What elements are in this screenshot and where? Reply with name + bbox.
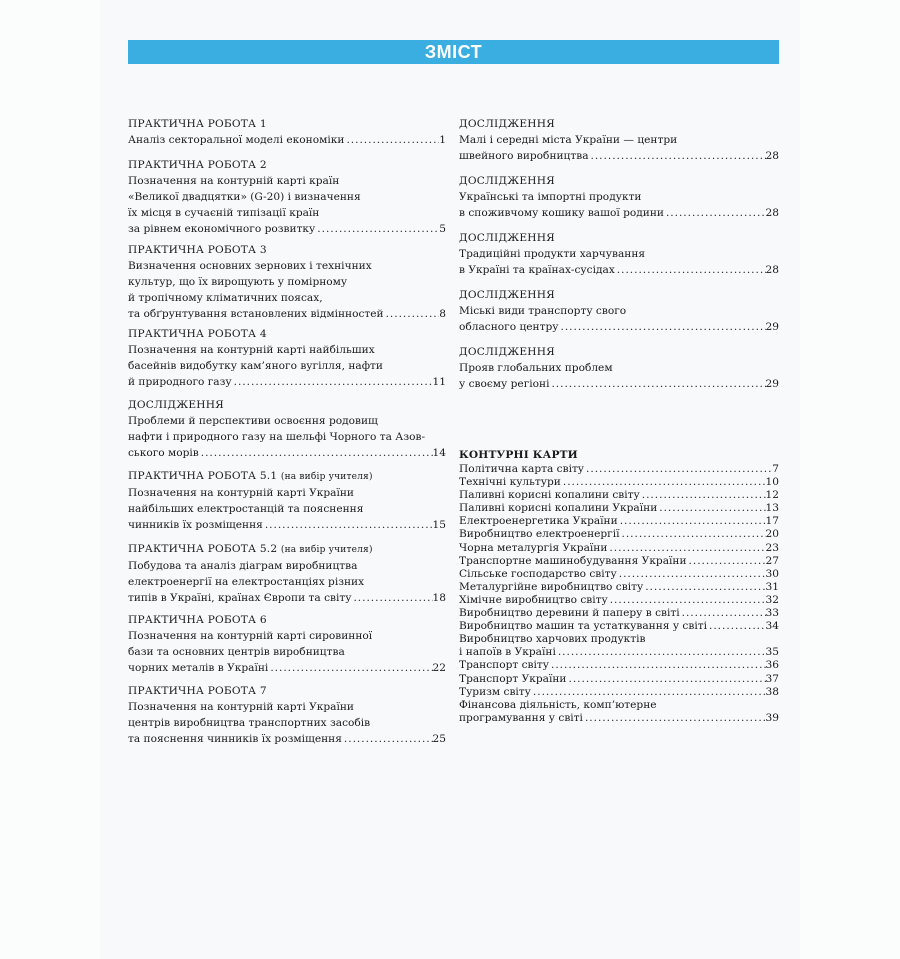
page-number: 38 [765,685,779,698]
entry-text: ського морів [128,447,199,459]
entry-text: Електроенергетика України [459,515,618,528]
page-number: 37 [765,672,779,685]
leader-dots [615,262,766,278]
entry-last-line [128,221,446,237]
entry-last-line [459,528,779,541]
toc-entry [128,157,446,237]
entry-line: Позначення на контурній карті України [128,701,354,713]
map-item [459,633,779,659]
entry-last-line [459,555,779,568]
entry-title [128,326,446,342]
toc-entry [459,116,779,164]
leader-dots [584,463,772,476]
page-number: 33 [765,607,779,620]
entry-text: Сільське господарство світу [459,567,617,580]
leader-dots [657,502,765,515]
entry-text: Металургійне виробництво світу [459,580,644,593]
page-number: 28 [765,150,779,162]
entry-title [128,116,446,132]
leader-dots [315,221,439,237]
entry-line: Позначення на контурній карті найбільших [128,344,375,356]
map-item [459,686,779,699]
entry-last-line [459,542,779,555]
entry-last-line [459,581,779,594]
entry-text: Транспорт світу [459,659,549,672]
entry-line: Визначення основних зернових і технічних [128,260,372,272]
entry-title [128,397,446,413]
entry-last-line [128,660,446,676]
contour-maps-section [459,448,779,725]
entry-last-line [128,731,446,747]
entry-text: у своєму регіоні [459,378,550,390]
entry-text: та пояснення чинників їх розміщення [128,733,342,745]
entry-line: їх місця в сучаєній типізації країн [128,207,320,219]
entry-line: Позначення на контурній карті країн [128,175,340,187]
entry-last-line [459,463,779,476]
leader-dots [567,673,766,686]
map-item [459,581,779,594]
entry-line: електроенергії на електростанціях різних [128,576,365,588]
entry-last-line [459,620,779,633]
entry-last-line [459,502,779,515]
page-number: 11 [432,376,446,388]
entry-title-text: ПРАКТИЧНА РОБОТА 7 [128,685,267,697]
entry-title: ДОСЛІДЖЕННЯ [459,232,555,244]
entry-title: ДОСЛІДЖЕННЯ [459,346,555,358]
entry-title [128,612,446,628]
entry-title-text: ПРАКТИЧНА РОБОТА 4 [128,328,267,340]
map-item [459,463,779,476]
entry-line: найбільших електростанцій та пояснення [128,503,364,515]
page-number: 22 [432,662,446,674]
toc-entry [128,397,446,461]
map-item [459,568,779,581]
map-item [459,528,779,541]
entry-last-line [459,319,779,335]
entry-last-line [459,594,779,607]
toc-entry [128,326,446,390]
leader-dots [583,712,766,725]
map-item [459,502,779,515]
entry-line: Виробництво харчових продуктів [459,633,646,646]
leader-dots [531,686,766,699]
leader-dots [549,376,765,392]
leader-dots [640,489,766,502]
entry-text: Паливні корисні копалини світу [459,489,640,502]
page-number: 14 [432,447,446,459]
entry-note: (на вибір учителя) [280,472,373,482]
toc-entry [128,116,446,148]
map-item [459,489,779,502]
entry-text: швейного виробництва [459,150,589,162]
toc-entry [128,612,446,676]
toc-entry [128,242,446,322]
entry-text: Технічні культури [459,476,561,489]
leader-dots [687,555,766,568]
leader-dots [589,148,766,164]
entry-line: Позначення на контурній карті сировинної [128,630,373,642]
entry-last-line [459,515,779,528]
page-number: 32 [765,593,779,606]
entry-text: в споживчому кошику вашої родини [459,207,664,219]
entry-last-line [128,590,446,606]
page-title-text: ЗМІСТ [424,41,483,62]
leader-dots [263,517,433,533]
entry-last-line [459,646,779,659]
leader-dots [384,306,440,322]
entry-title [128,157,446,173]
entry-text: Чорна металургія України [459,541,608,554]
leader-dots [342,731,433,747]
page-number: 34 [765,620,779,633]
leader-dots [607,542,765,555]
page-number: 8 [439,308,446,320]
entry-title: ДОСЛІДЖЕННЯ [459,175,555,187]
entry-last-line [459,712,779,725]
entry-text: Паливні корисні копалини України [459,502,658,515]
entry-last-line [459,607,779,620]
leader-dots [199,445,433,461]
entry-note: (на вибір учителя) [280,545,373,555]
entry-line: басейнів видобутку кам’яного вугілля, нафти [128,360,383,372]
toc-entry [128,468,446,533]
entry-last-line [459,148,779,164]
leader-dots [617,568,766,581]
entry-text: Виробництво деревини й паперу в світі [459,607,680,620]
page-number: 20 [765,528,779,541]
map-item [459,542,779,555]
entry-last-line [459,205,779,221]
leader-dots [664,205,766,221]
leader-dots [608,594,766,607]
toc-entry [128,683,446,747]
entry-line: Позначення на контурній карті України [128,487,354,499]
entry-line: Проблеми й перспективи освоєння родовищ [128,415,378,427]
entry-text: Виробництво електроенергії [459,528,620,541]
entry-last-line [459,659,779,672]
map-item [459,620,779,633]
entry-title [128,683,446,699]
entry-text: Політична карта світу [459,463,585,475]
map-item [459,699,779,725]
page-number: 35 [765,646,779,659]
entry-title [128,242,446,258]
page-number: 30 [765,567,779,580]
entry-text: Транспорт України [459,672,567,685]
page-number: 25 [432,733,446,745]
entry-text: Транспортне машинобудування України [459,554,687,567]
entry-last-line [128,445,446,461]
page-number: 31 [765,580,779,593]
page-number: 36 [765,659,779,672]
entry-last-line [128,132,446,148]
page-number: 29 [765,321,779,333]
leader-dots [232,374,433,390]
entry-last-line [459,489,779,502]
page-number: 12 [765,489,779,502]
page-title [128,40,779,64]
entry-last-line [459,376,779,392]
page-number: 10 [765,476,779,489]
entry-line: культур, що їх вирощують у помірному [128,276,348,288]
leader-dots [344,132,439,148]
entry-title-text: ПРАКТИЧНА РОБОТА 1 [128,118,267,130]
section-title: КОНТУРНІ КАРТИ [459,449,578,461]
entry-title-text: ПРАКТИЧНА РОБОТА 5.1 [128,470,278,482]
entry-title-text: ПРАКТИЧНА РОБОТА 5.2 [128,543,278,555]
entry-text: й природного газу [128,376,232,388]
map-item [459,594,779,607]
page-number: 17 [765,515,779,528]
map-item [459,476,779,489]
entry-line: Українські та імпортні продукти [459,191,642,203]
entry-line: центрів виробництва транспортних засобів [128,717,371,729]
toc-entry [459,344,779,392]
entry-text: та обґрунтування встановлених відмінностей [128,308,384,320]
entry-last-line [459,686,779,699]
page-number: 28 [765,264,779,276]
page-number: 39 [765,711,779,724]
page-number: 23 [765,541,779,554]
entry-title-text: ПРАКТИЧНА РОБОТА 3 [128,244,267,256]
toc-entry [459,287,779,335]
page-number: 28 [765,207,779,219]
map-item [459,673,779,686]
page-number: 1 [439,134,446,146]
entry-text: типів в Україні, країнах Європи та світу [128,592,352,604]
entry-line: Міські види транспорту свого [459,305,627,317]
leader-dots [561,476,766,489]
page-number: 13 [765,502,779,515]
entry-text: Виробництво машин та устаткування у світі [459,620,707,633]
leader-dots [351,590,432,606]
entry-last-line [459,673,779,686]
entry-title [128,541,446,558]
map-item [459,607,779,620]
entry-last-line [128,517,446,533]
entry-last-line [459,568,779,581]
entry-title: ДОСЛІДЖЕННЯ [459,289,555,301]
entry-line: Прояв глобальних проблем [459,362,613,374]
entry-title-text: ПРАКТИЧНА РОБОТА 6 [128,614,267,626]
toc-entry [459,230,779,278]
entry-line: й тропічному кліматичних поясах, [128,292,323,304]
toc-entry [128,541,446,606]
page-number: 5 [439,223,446,235]
entry-text: програмування у світі [459,711,583,724]
entry-line: Малі і середні міста України — центри [459,134,678,146]
entry-title: ДОСЛІДЖЕННЯ [459,118,555,130]
entry-text: Туризм світу [459,685,531,698]
entry-line: Побудова та аналіз діаграм виробництва [128,560,358,572]
leader-dots [556,646,766,659]
page-number: 27 [765,554,779,567]
entry-line: Традиційні продукти харчування [459,248,646,260]
entry-last-line [128,374,446,390]
entry-last-line [128,306,446,322]
map-item [459,659,779,672]
entry-title [128,468,446,485]
leader-dots [643,581,765,594]
leader-dots [680,607,766,620]
page-number: 18 [432,592,446,604]
entry-text: Аналіз секторальної моделі економіки [128,134,345,146]
entry-line: Фінансова діяльність, комп’ютерне [459,698,657,711]
page-number: 29 [765,378,779,390]
entry-title-text: ДОСЛІДЖЕННЯ [128,399,224,411]
page-number: 15 [432,519,446,531]
entry-last-line [459,262,779,278]
leader-dots [268,660,432,676]
entry-line: «Великої двадцятки» (G-20) і визначення [128,191,361,203]
entry-text: чорних металів в Україні [128,662,269,674]
entry-last-line [459,476,779,489]
entry-title-text: ПРАКТИЧНА РОБОТА 2 [128,159,267,171]
entry-text: Хімічне виробництво світу [459,593,608,606]
map-item [459,515,779,528]
map-item [459,555,779,568]
leader-dots [620,528,766,541]
entry-text: чинників їх розміщення [128,519,263,531]
entry-text: і напоїв в Україні [459,646,556,659]
leader-dots [549,659,766,672]
leader-dots [559,319,766,335]
leader-dots [618,515,766,528]
entry-text: за рівнем економічного розвитку [128,223,316,235]
entry-line: бази та основних центрів виробництва [128,646,345,658]
leader-dots [707,620,766,633]
entry-text: обласного центру [459,321,559,333]
page-number: 7 [772,463,779,475]
entry-line: нафти і природного газу на шельфі Чорного та Азов- [128,431,426,443]
toc-entry [459,173,779,221]
entry-text: в Україні та країнах-сусідах [459,264,615,276]
